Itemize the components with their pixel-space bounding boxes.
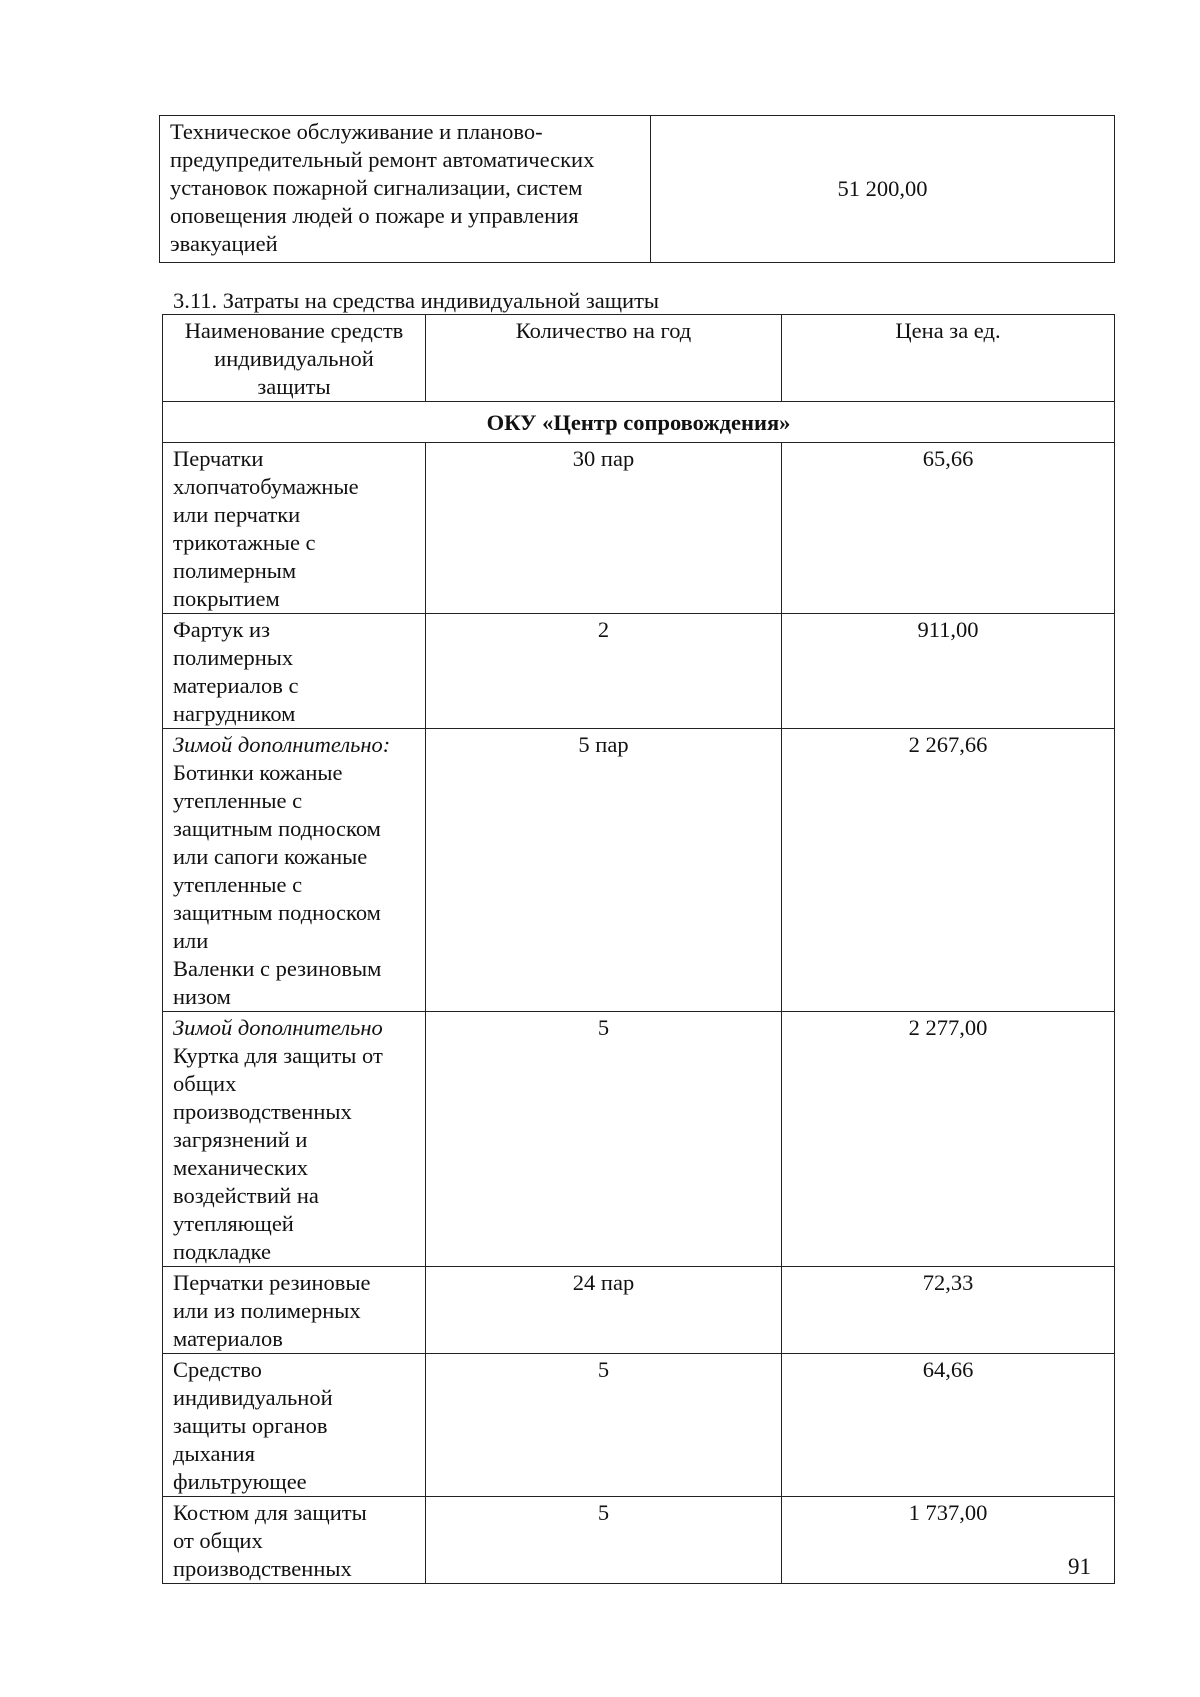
- item-name-line: утепленные с: [173, 788, 303, 813]
- item-name-line: производственных: [173, 1099, 352, 1124]
- item-name-line: материалов с: [173, 673, 299, 698]
- item-name: [163, 1354, 426, 1497]
- item-name: [163, 1012, 426, 1267]
- table-row: [163, 1497, 1115, 1584]
- item-name-line: от общих: [173, 1528, 263, 1553]
- item-name-line: Ботинки кожаные: [173, 760, 343, 785]
- table-row: [163, 443, 1115, 614]
- item-note: Зимой дополнительно:: [173, 732, 391, 757]
- item-name-line: или сапоги кожаные: [173, 844, 368, 869]
- description-line: установок пожарной сигнализации, систем: [170, 175, 583, 200]
- table-header-row: [163, 315, 1115, 402]
- item-price: 65,66: [782, 443, 1115, 614]
- table-row: [163, 1012, 1115, 1267]
- table-row: [160, 116, 1115, 263]
- ppe-cost-table: [162, 314, 1115, 1584]
- header-name-line: индивидуальной: [214, 346, 374, 371]
- item-name-line: утепляющей: [173, 1211, 294, 1236]
- item-name-line: покрытием: [173, 586, 280, 611]
- item-name-line: индивидуальной: [173, 1385, 333, 1410]
- item-name: [163, 1267, 426, 1354]
- item-price: 2 277,00: [782, 1012, 1115, 1267]
- item-name-line: производственных: [173, 1556, 352, 1581]
- item-name-line: полимерным: [173, 558, 297, 583]
- header-quantity: Количество на год: [426, 315, 782, 402]
- description-line: эвакуацией: [170, 231, 278, 256]
- organization-row: [163, 402, 1115, 443]
- item-name-line: загрязнений и: [173, 1127, 308, 1152]
- item-name: [163, 1497, 426, 1584]
- item-name-line: или перчатки: [173, 502, 301, 527]
- description-line: предупредительный ремонт автоматических: [170, 147, 595, 172]
- item-name-line: Фартук из: [173, 617, 270, 642]
- table-row: [163, 1267, 1115, 1354]
- header-name-line: защиты: [257, 374, 331, 399]
- item-quantity: 5: [426, 1354, 782, 1497]
- item-name-line: дыхания: [173, 1441, 255, 1466]
- item-name-line: механических: [173, 1155, 309, 1180]
- item-name-line: материалов: [173, 1326, 283, 1351]
- table-row: [163, 729, 1115, 1012]
- item-price: 911,00: [782, 614, 1115, 729]
- item-name-line: утепленные с: [173, 872, 303, 897]
- page-number: 91: [1068, 1554, 1091, 1579]
- table-row: [163, 1354, 1115, 1497]
- item-quantity: 5 пар: [426, 729, 782, 1012]
- item-name-line: воздействий на: [173, 1183, 319, 1208]
- maintenance-cost-table: [159, 115, 1115, 263]
- item-name-line: общих: [173, 1071, 237, 1096]
- item-name: [163, 614, 426, 729]
- maintenance-description: [160, 116, 651, 263]
- item-name-line: хлопчатобумажные: [173, 474, 359, 499]
- item-name-line: защитным подноском: [173, 900, 381, 925]
- item-name-line: или из полимерных: [173, 1298, 361, 1323]
- item-quantity: 5: [426, 1497, 782, 1584]
- item-name-line: или: [173, 928, 209, 953]
- item-name-line: трикотажные с: [173, 530, 316, 555]
- section-heading: 3.11. Затраты на средства индивидуальной защиты: [173, 288, 660, 313]
- item-price: 1 737,00: [782, 1497, 1115, 1584]
- organization-name: ОКУ «Центр сопровождения»: [163, 402, 1115, 443]
- item-quantity: 5: [426, 1012, 782, 1267]
- item-name-line: защитным подноском: [173, 816, 381, 841]
- item-name-line: Перчатки резиновые: [173, 1270, 371, 1295]
- item-name-line: защиты органов: [173, 1413, 328, 1438]
- item-name-line: Валенки с резиновым: [173, 956, 382, 981]
- header-name: [163, 315, 426, 402]
- item-name-line: подкладке: [173, 1239, 272, 1264]
- item-note: Зимой дополнительно: [173, 1015, 383, 1040]
- item-price: 64,66: [782, 1354, 1115, 1497]
- header-name-line: Наименование средств: [184, 318, 404, 343]
- table-row: [163, 614, 1115, 729]
- maintenance-cost-value: 51 200,00: [651, 116, 1115, 263]
- item-quantity: 24 пар: [426, 1267, 782, 1354]
- item-price: 72,33: [782, 1267, 1115, 1354]
- description-line: оповещения людей о пожаре и управления: [170, 203, 579, 228]
- item-name: [163, 443, 426, 614]
- item-name-line: Средство: [173, 1357, 262, 1382]
- item-name-line: Перчатки: [173, 446, 264, 471]
- item-name: [163, 729, 426, 1012]
- item-name-line: нагрудником: [173, 701, 296, 726]
- item-name-line: Костюм для защиты: [173, 1500, 367, 1525]
- item-price: 2 267,66: [782, 729, 1115, 1012]
- item-quantity: 2: [426, 614, 782, 729]
- item-name-line: низом: [173, 984, 231, 1009]
- item-name-line: полимерных: [173, 645, 294, 670]
- item-name-line: фильтрующее: [173, 1469, 307, 1494]
- header-price: Цена за ед.: [782, 315, 1115, 402]
- item-name-line: Куртка для защиты от: [173, 1043, 383, 1068]
- description-line: Техническое обслуживание и планово-: [170, 119, 543, 144]
- item-quantity: 30 пар: [426, 443, 782, 614]
